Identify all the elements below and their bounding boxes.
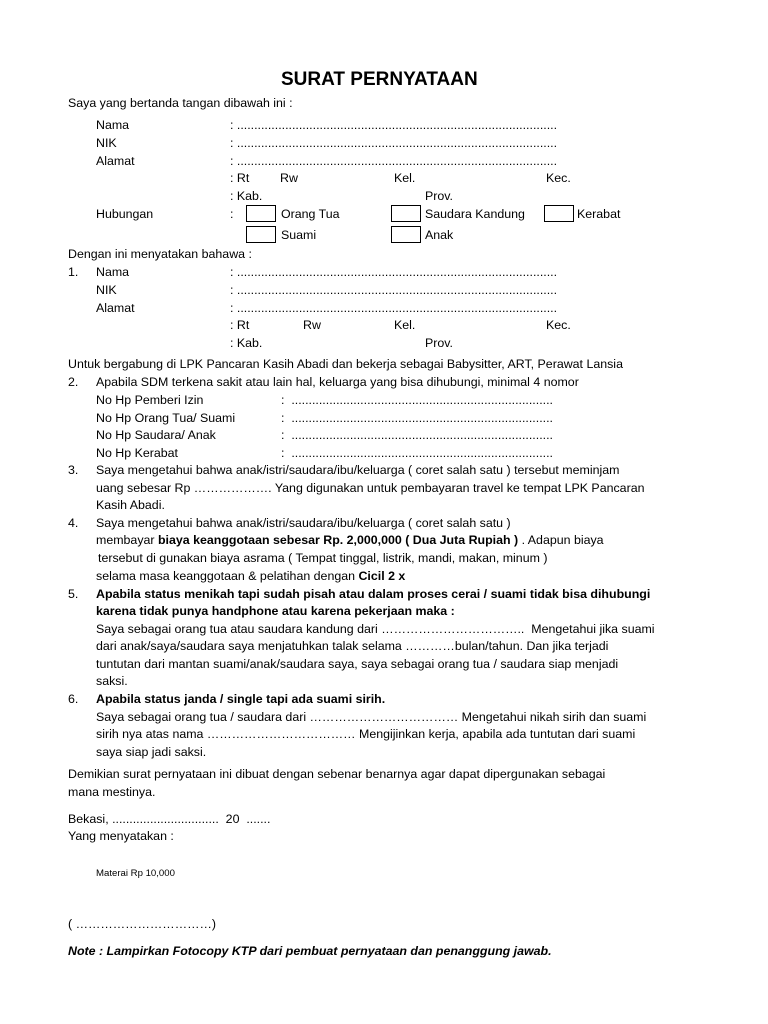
label-nik: NIK bbox=[96, 136, 117, 150]
item-number-5: 5. bbox=[68, 587, 79, 601]
item-number-2: 2. bbox=[68, 375, 79, 389]
item-number-6: 6. bbox=[68, 692, 79, 706]
page-title: SURAT PERNYATAAN bbox=[281, 69, 478, 90]
intro-text: Saya yang bertanda tangan dibawah ini : bbox=[68, 96, 293, 110]
item5-line-4: saksi. bbox=[96, 674, 128, 688]
option-saudara-kandung: Saudara Kandung bbox=[425, 207, 525, 221]
item6-line-2: sirih nya atas nama ……………………………… Mengijinkan kerja, apabila ada tuntutan dari suami bbox=[96, 727, 636, 741]
option-kerabat: Kerabat bbox=[577, 207, 621, 221]
item4-line-1: Saya mengetahui bahwa anak/istri/saudara/ibu/keluarga ( coret salah satu ) bbox=[96, 516, 511, 530]
label-rt-2: : Rt bbox=[230, 318, 250, 332]
closing-line-2: mana mestinya. bbox=[68, 785, 156, 799]
hp-saudara-field: : ............................................................................ bbox=[281, 428, 553, 442]
nik-field-2: : ............................................................................................. bbox=[230, 283, 558, 297]
checkbox-kerabat[interactable] bbox=[544, 205, 574, 222]
option-suami: Suami bbox=[281, 228, 317, 242]
label-rw: Rw bbox=[280, 171, 298, 185]
label-hp-orang-tua: No Hp Orang Tua/ Suami bbox=[96, 411, 236, 425]
checkbox-orang-tua[interactable] bbox=[246, 205, 276, 222]
item-number-4: 4. bbox=[68, 516, 79, 530]
label-nama-2: Nama bbox=[96, 265, 130, 279]
label-alamat: Alamat bbox=[96, 154, 135, 168]
label-rt: : Rt bbox=[230, 171, 250, 185]
item3-line-2: uang sebesar Rp ………………. Yang digunakan untuk pembayaran travel ke tempat LPK Pancaran bbox=[96, 481, 645, 495]
label-rw-2: Rw bbox=[303, 318, 321, 332]
nama-field: : ............................................................................................. bbox=[230, 118, 558, 132]
label-prov-2: Prov. bbox=[425, 336, 453, 350]
item5-line-3: tuntutan dari mantan suami/anak/saudara saya, saya sebagai orang tua / saudara siap menjadi bbox=[96, 657, 619, 671]
alamat-field-2: : ............................................................................................. bbox=[230, 301, 558, 315]
item6-line-3: saya siap jadi saksi. bbox=[96, 745, 207, 759]
place-date: Bekasi, ............................... 20 ....... bbox=[68, 812, 271, 826]
nik-field: : ............................................................................................. bbox=[230, 136, 558, 150]
label-hp-saudara: No Hp Saudara/ Anak bbox=[96, 428, 216, 442]
hp-orang-tua-field: : ............................................................................ bbox=[281, 411, 553, 425]
label-hp-kerabat: No Hp Kerabat bbox=[96, 446, 178, 460]
item3-line-3: Kasih Abadi. bbox=[96, 498, 165, 512]
label-kab: : Kab. bbox=[230, 189, 263, 203]
item5-line-1: Saya sebagai orang tua atau saudara kandung dari …………………………….. Mengetahui jika suami bbox=[96, 622, 655, 636]
label-alamat-2: Alamat bbox=[96, 301, 135, 315]
note-text: Note : Lampirkan Fotocopy KTP dari pembuat pernyataan dan penanggung jawab. bbox=[68, 944, 552, 958]
join-text: Untuk bergabung di LPK Pancaran Kasih Abadi dan bekerja sebagai Babysitter, ART, Perawat Lansia bbox=[68, 357, 623, 371]
item5-bold-1: Apabila status menikah tapi sudah pisah atau dalam proses cerai / suami tidak bisa dihubungi bbox=[96, 587, 651, 601]
item4-line-2-pre: membayar bbox=[96, 533, 158, 547]
item-number-1: 1. bbox=[68, 265, 79, 279]
item4-line-2 bbox=[96, 533, 604, 548]
item4-line-4 bbox=[96, 569, 405, 584]
hp-pemberi-izin-field: : ............................................................................ bbox=[281, 393, 553, 407]
hp-kerabat-field: : ............................................................................ bbox=[281, 446, 553, 460]
label-kec: Kec. bbox=[546, 171, 571, 185]
label-prov: Prov. bbox=[425, 189, 453, 203]
checkbox-saudara-kandung[interactable] bbox=[391, 205, 421, 222]
checkbox-suami[interactable] bbox=[246, 226, 276, 243]
item4-line-2-post: . Adapun biaya bbox=[518, 533, 604, 547]
declare-text: Dengan ini menyatakan bahawa : bbox=[68, 247, 252, 261]
materai-label: Materai Rp 10,000 bbox=[96, 868, 175, 879]
item4-fee-bold: biaya keanggotaan sebesar Rp. 2,000,000 ( Dua Juta Rupiah ) bbox=[157, 533, 519, 547]
item6-line-1: Saya sebagai orang tua / saudara dari ……………………………… Mengetahui nikah sirih dan suami bbox=[96, 710, 647, 724]
label-kel: Kel. bbox=[394, 171, 416, 185]
item6-bold: Apabila status janda / single tapi ada suami sirih. bbox=[96, 692, 386, 706]
hubungan-colon: : bbox=[230, 207, 234, 221]
label-kel-2: Kel. bbox=[394, 318, 416, 332]
option-orang-tua: Orang Tua bbox=[281, 207, 340, 221]
item4-line-3: tersebut di gunakan biaya asrama ( Tempat tinggal, listrik, mandi, makan, minum ) bbox=[98, 551, 548, 565]
label-kec-2: Kec. bbox=[546, 318, 571, 332]
checkbox-anak[interactable] bbox=[391, 226, 421, 243]
item3-line-1: Saya mengetahui bahwa anak/istri/saudara/ibu/keluarga ( coret salah satu ) tersebut meminjam bbox=[96, 463, 620, 477]
nama-field-2: : ............................................................................................. bbox=[230, 265, 558, 279]
label-kab-2: : Kab. bbox=[230, 336, 263, 350]
signer-label: Yang menyatakan : bbox=[68, 829, 174, 843]
item5-bold-2: karena tidak punya handphone atau karena pekerjaan maka : bbox=[96, 604, 455, 618]
item2-text: Apabila SDM terkena sakit atau lain hal, keluarga yang bisa dihubungi, minimal 4 nomor bbox=[96, 375, 579, 389]
item4-cicil-bold: Cicil 2 x bbox=[358, 569, 406, 583]
item4-line-4-pre: selama masa keanggotaan & pelatihan dengan bbox=[96, 569, 359, 583]
label-hubungan: Hubungan bbox=[96, 207, 154, 221]
label-nama: Nama bbox=[96, 118, 130, 132]
option-anak: Anak bbox=[425, 228, 454, 242]
label-nik-2: NIK bbox=[96, 283, 117, 297]
alamat-field: : ............................................................................................. bbox=[230, 154, 558, 168]
label-hp-pemberi-izin: No Hp Pemberi Izin bbox=[96, 393, 204, 407]
item5-line-2: dari anak/saya/saudara saya menjatuhkan talak selama …………bulan/tahun. Dan jika terjadi bbox=[96, 639, 609, 653]
signature-line: ( ……………………………) bbox=[68, 917, 216, 931]
item-number-3: 3. bbox=[68, 463, 79, 477]
closing-line-1: Demikian surat pernyataan ini dibuat dengan sebenar benarnya agar dapat dipergunakan sebagai bbox=[68, 767, 606, 781]
